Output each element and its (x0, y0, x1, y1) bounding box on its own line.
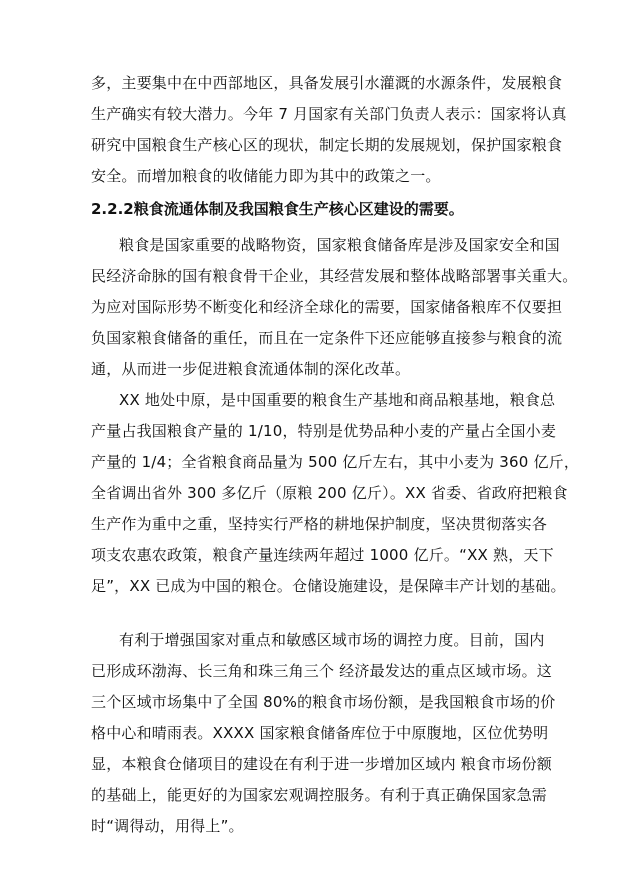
text-line: 产量占我国粮食产量的 1/10，特别是优势品种小麦的产量占全国小麦 (91, 422, 557, 440)
text-line: 产量的 1/4；全省粮食商品量为 500 亿斤左右，其中小麦为 360 亿斤， (91, 453, 580, 471)
text-line: 足”，XX 已成为中国的粮仓。仓储设施建设，是保障丰产计划的基础。 (91, 577, 566, 595)
section-heading: 2.2.2粮食流通体制及我国粮食生产核心区建设的需要。 (91, 200, 464, 218)
text-line: 多，主要集中在中西部地区，具备发展引水灌溉的水源条件，发展粮食 (91, 74, 563, 92)
text-line: 时“调得动，用得上”。 (91, 817, 244, 835)
text-line: 格中心和晴雨表。XXXX 国家粮食储备库位于中原腹地，区位优势明 (91, 724, 549, 742)
text-line: 三个区域市场集中了全国 80%的粮食市场份额，是我国粮食市场的价 (91, 693, 556, 711)
text-line: 已形成环渤海、长三角和珠三角三个 经济最发达的重点区域市场。这 (91, 662, 552, 680)
text-line: 民经济命脉的国有粮食骨干企业，其经营发展和整体战略部署事关重大。 (91, 267, 578, 285)
text-line: 显，本粮食仓储项目的建设在有利于进一步增加区域内 粮食市场份额 (91, 755, 552, 773)
text-line: 负国家粮食储备的重任，而且在一定条件下还应能够直接参与粮食的流 (91, 329, 563, 347)
text-line: 的基础上，能更好的为国家宏观调控服务。有利于真正确保国家急需 (91, 786, 548, 804)
text-line: 生产作为重中之重，坚持实行严格的耕地保护制度，坚决贯彻落实各 (91, 515, 548, 533)
text-line: 安全。而增加粮食的收储能力即为其中的政策之一。 (91, 167, 441, 185)
text-line: 通，从而进一步促进粮食流通体制的深化改革。 (91, 360, 411, 378)
text-line: 有利于增强国家对重点和敏感区域市场的调控力度。目前，国内 (119, 631, 545, 649)
text-line: 研究中国粮食生产核心区的现状，制定长期的发展规划，保护国家粮食 (91, 136, 563, 154)
text-line: XX 地处中原，是中国重要的粮食生产基地和商品粮基地，粮食总 (119, 391, 556, 409)
text-line: 全省调出省外 300 多亿斤（原粮 200 亿斤）。XX 省委、省政府把粮食 (91, 484, 568, 502)
text-line: 生产确实有较大潜力。今年 7 月国家有关部门负责人表示：国家将认真 (91, 105, 567, 123)
text-line: 为应对国际形势不断变化和经济全球化的需要，国家储备粮库不仅要担 (91, 298, 563, 316)
text-line: 项支农惠农政策，粮食产量连续两年超过 1000 亿斤。“XX 熟，天下 (91, 546, 554, 564)
text-line: 粮食是国家重要的战略物资，国家粮食储备库是涉及国家安全和国 (119, 236, 560, 254)
